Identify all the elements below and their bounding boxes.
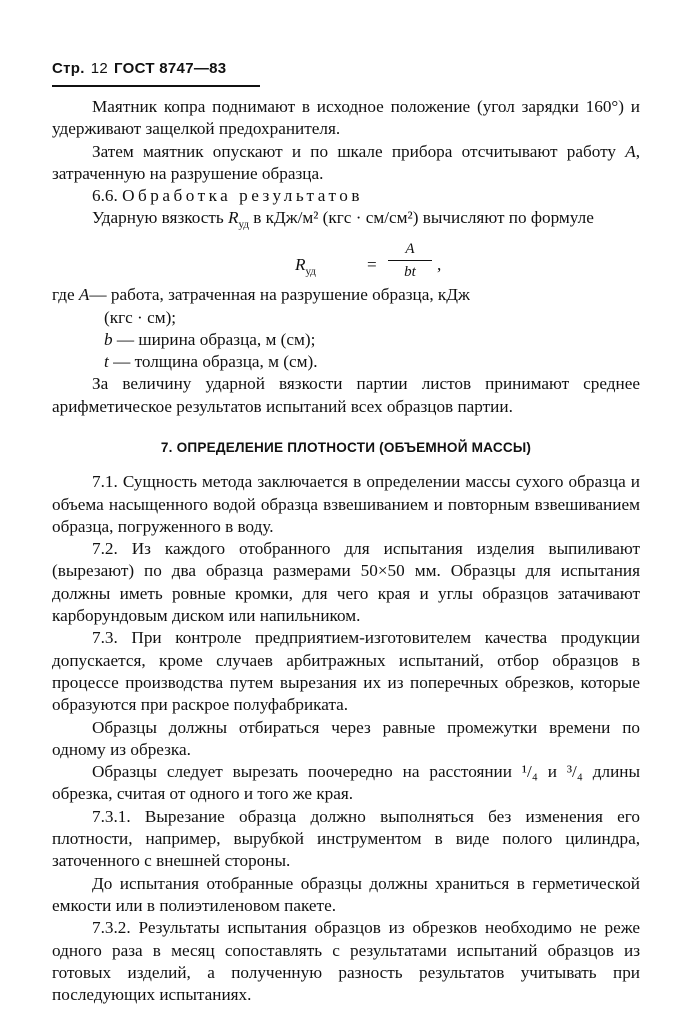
subsection-6-6-heading: 6.6. Обработка результатов xyxy=(92,186,363,206)
section-7-title: 7. ОПРЕДЕЛЕНИЕ ПЛОТНОСТИ (ОБЪЕМНОЙ МАССЫ) xyxy=(160,440,532,455)
paragraph-7-1: 7.1. Сущность метода заключается в определении массы сухого образца и объема насыщенного водой образца взвешиванием и повторным взвешиванием образца, погруженного в воду. xyxy=(52,472,640,536)
formula-fraction xyxy=(388,240,432,281)
definition-b: b — ширина образца, м (см); xyxy=(104,329,316,349)
definition-a: где A— работа, затраченная на разрушение образца, кДж xyxy=(52,285,470,305)
standard-code: ГОСТ 8747—83 xyxy=(114,60,227,77)
paragraph-impact-strength: Ударную вязкость $R_{уд}$ в кДж/м² (кгс · см/см²) вычисляют по формуле xyxy=(92,208,594,231)
header-rule xyxy=(52,85,260,87)
paragraph-7-3-cut-position: Образцы следует вырезать поочередно на расстоянии ¹/₄ и ³/₄ длины обрезка, считая от одного и того же края. xyxy=(52,762,641,804)
paragraph-7-3-1: 7.3.1. Вырезание образца должно выполняться без изменения его плотности, например, вырубкой инструментом в виде полого цилиндра, заточенного с внешней стороны. xyxy=(52,806,640,871)
paragraph-pendulum-release: Затем маятник опускают и по шкале прибора отсчитывают работу А, затраченную на разрушение образца. xyxy=(52,141,640,183)
page-prefix: Стр. xyxy=(52,60,85,77)
definition-t: t — толщина образца, м (см). xyxy=(104,352,318,372)
definition-a-continuation: (кгс · см); xyxy=(104,307,177,327)
running-header xyxy=(52,60,226,77)
paragraph-pendulum-raise: Маятник копра поднимают в исходное положение (угол зарядки 160°) и удерживают защелкой предохранителя. xyxy=(52,97,640,139)
paragraph-7-3: 7.3. При контроле предприятием-изготовителем качества продукции допускается, кроме случаев арбитражных испытаний, отбор образцов в процессе производства путем вырезания их из поперечных обрезков, которые образуются при раскрое полуфабриката. xyxy=(52,628,640,715)
page-number: 12 xyxy=(90,60,109,77)
formula-numerator: A xyxy=(405,241,415,258)
fraction-bar xyxy=(388,260,432,261)
impact-strength-formula: $R_{уд}$ = A bt , xyxy=(295,241,442,281)
page-body xyxy=(52,96,640,1006)
paragraph-7-3-interval: Образцы должны отбираться через равные промежутки времени по одному из обрезка. xyxy=(52,717,640,759)
paragraph-7-3-1-storage: До испытания отобранные образцы должны храниться в герметической емкости или в полиэтиленовом пакете. xyxy=(52,873,640,915)
paragraph-7-2: 7.2. Из каждого отобранного для испытания изделия выпиливают (вырезают) по два образца размерами 50×50 мм. Образцы для испытания должны иметь ровные кромки, для чего края и углы образцов затачивают карборундовым диском или напильником. xyxy=(52,539,640,626)
variable-a: А xyxy=(625,141,636,161)
formula-definitions xyxy=(52,284,640,373)
fraction-three-quarters: ³/₄ xyxy=(566,762,583,782)
formula-denominator: bt xyxy=(404,264,416,281)
paragraph-7-3-2: 7.3.2. Результаты испытания образцов из обрезков необходимо не реже одного раза в месяц сопоставлять с результатами испытаний образцов из готовых изделий, а полученную разность результатов учитывать при последующих испытаниях. xyxy=(52,918,640,1005)
fraction-quarter: ¹/₄ xyxy=(521,762,538,782)
paragraph-batch-average: За величину ударной вязкости партии листов принимают среднее арифметическое результатов испытаний всех образцов партии. xyxy=(52,374,640,416)
